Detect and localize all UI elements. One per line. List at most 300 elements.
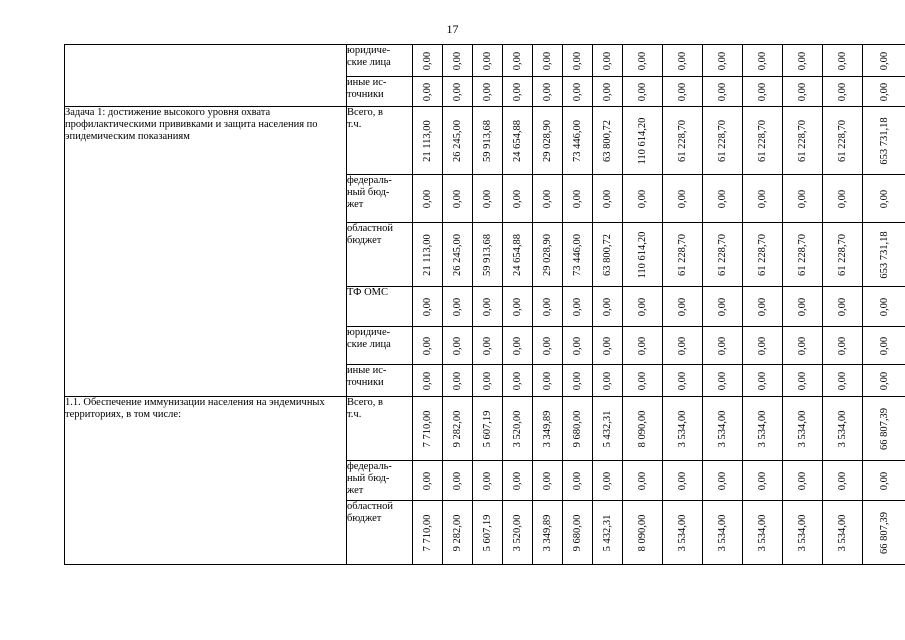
value-text: 61 228,70 [796,233,808,276]
value-cell [473,327,503,365]
value-cell [533,175,563,223]
funding-source-line: областной [347,501,393,512]
value-cell [473,223,503,287]
value-cell [563,107,593,175]
value-text: 0,00 [878,189,890,208]
value-cell [863,107,905,175]
value-text: 61 228,70 [716,233,728,276]
value-cell [783,45,823,77]
value-text: 0,00 [421,471,433,490]
value-cell [563,397,593,461]
value-text: 9 282,00 [451,410,463,447]
funding-source [347,287,413,327]
value-text: 26 245,00 [451,119,463,162]
value-cell [473,175,503,223]
funding-source [347,501,413,565]
funding-source-line: ТФ ОМС [347,287,389,298]
value-cell [623,107,663,175]
funding-source [347,77,413,107]
value-cell [413,327,443,365]
value-text: 21 113,00 [421,233,433,276]
value-text: 3 349,89 [541,410,553,447]
value-text: 7 710,00 [421,410,433,447]
value-cell [473,461,503,501]
value-cell [473,365,503,397]
value-text: 61 228,70 [796,119,808,162]
value-cell [563,461,593,501]
value-text: 61 228,70 [836,119,848,162]
task-description [65,45,347,107]
value-text: 0,00 [601,297,613,316]
task-description: Задача 1: достижение высокого уровня охвата профилактическими прививками и защита населения по эпидемическим показаниям [65,107,347,397]
value-text: 0,00 [511,51,523,70]
value-cell [863,501,905,565]
funding-source-line: ный бюд- [347,473,390,484]
value-cell [823,223,863,287]
value-cell [473,45,503,77]
value-text: 0,00 [636,336,648,355]
value-cell [783,461,823,501]
value-cell [743,77,783,107]
value-text: 5 607,19 [481,514,493,551]
value-cell [533,77,563,107]
value-text: 0,00 [571,189,583,208]
value-text: 0,00 [451,297,463,316]
value-text: 0,00 [836,336,848,355]
value-text: 3 534,00 [836,514,848,551]
value-cell [413,77,443,107]
value-text: 0,00 [571,336,583,355]
value-text: 653 731,18 [878,230,890,279]
table-row [65,45,905,77]
value-cell [783,223,823,287]
value-text: 3 534,00 [676,514,688,551]
value-cell [863,327,905,365]
value-cell [823,45,863,77]
value-cell [623,327,663,365]
value-text: 0,00 [511,371,523,390]
value-text: 21 113,00 [421,119,433,162]
value-cell [563,223,593,287]
value-text: 0,00 [481,51,493,70]
value-cell [593,45,623,77]
value-cell [743,45,783,77]
value-cell [863,175,905,223]
value-text: 59 913,68 [481,119,493,162]
value-text: 61 228,70 [716,119,728,162]
value-text: 61 228,70 [676,233,688,276]
value-cell [413,461,443,501]
value-text: 0,00 [601,82,613,101]
value-text: 0,00 [636,371,648,390]
value-cell [623,175,663,223]
value-cell [743,397,783,461]
value-cell [413,501,443,565]
funding-source-line: бюджет [347,235,382,246]
value-cell [703,365,743,397]
funding-source-line: областной [347,223,393,234]
value-cell [783,501,823,565]
value-text: 0,00 [541,82,553,101]
value-text: 0,00 [636,51,648,70]
task-description: 1.1. Обеспечение иммунизации населения на эндемичных территориях, в том числе: [65,397,347,565]
value-cell [413,175,443,223]
value-text: 29 028,90 [541,119,553,162]
value-cell [563,501,593,565]
funding-source-line: иные ис- [347,365,387,376]
value-text: 73 446,00 [571,233,583,276]
value-text: 24 654,88 [511,233,523,276]
value-text: 0,00 [511,297,523,316]
value-cell [443,107,473,175]
value-cell [663,327,703,365]
value-cell [443,365,473,397]
value-cell [503,365,533,397]
value-text: 3 534,00 [756,514,768,551]
table-row [65,397,905,461]
value-cell [593,175,623,223]
value-cell [563,45,593,77]
value-text: 0,00 [601,189,613,208]
value-text: 61 228,70 [676,119,688,162]
value-text: 0,00 [756,51,768,70]
value-cell [533,461,563,501]
value-text: 0,00 [878,471,890,490]
value-text: 110 614,20 [636,231,648,278]
value-text: 0,00 [451,336,463,355]
value-cell [863,365,905,397]
value-cell [533,107,563,175]
funding-source-line: точники [347,377,384,388]
value-text: 9 680,00 [571,410,583,447]
value-cell [783,77,823,107]
value-text: 0,00 [836,297,848,316]
funding-source-line: точники [347,89,384,100]
value-cell [743,107,783,175]
value-text: 0,00 [836,371,848,390]
value-text: 110 614,20 [636,117,648,164]
value-cell [533,45,563,77]
value-text: 0,00 [541,336,553,355]
value-cell [823,107,863,175]
value-cell [503,175,533,223]
value-cell [663,397,703,461]
value-cell [783,287,823,327]
value-cell [663,461,703,501]
value-text: 0,00 [481,189,493,208]
value-text: 0,00 [511,189,523,208]
funding-source [347,175,413,223]
value-cell [703,287,743,327]
value-text: 0,00 [481,471,493,490]
value-cell [533,501,563,565]
value-text: 0,00 [676,336,688,355]
value-cell [703,461,743,501]
value-cell [593,327,623,365]
value-cell [563,327,593,365]
value-text: 0,00 [636,82,648,101]
value-text: 0,00 [571,471,583,490]
value-cell [863,223,905,287]
value-text: 24 654,88 [511,119,523,162]
value-cell [623,223,663,287]
value-text: 0,00 [796,51,808,70]
value-cell [623,77,663,107]
value-text: 0,00 [636,297,648,316]
value-text: 0,00 [676,189,688,208]
value-text: 0,00 [481,82,493,101]
value-cell [743,501,783,565]
value-text: 3 534,00 [796,514,808,551]
value-text: 0,00 [421,297,433,316]
value-text: 29 028,90 [541,233,553,276]
value-cell [503,327,533,365]
value-cell [623,287,663,327]
value-text: 0,00 [541,189,553,208]
value-cell [503,107,533,175]
funding-source-line: Всего, в [347,397,383,408]
value-cell [783,397,823,461]
value-text: 0,00 [511,336,523,355]
value-cell [563,77,593,107]
value-cell [443,287,473,327]
value-cell [593,501,623,565]
value-cell [703,45,743,77]
value-text: 0,00 [716,336,728,355]
value-cell [623,501,663,565]
value-text: 0,00 [836,51,848,70]
value-cell [663,45,703,77]
value-cell [593,77,623,107]
funding-source-line: ный бюд- [347,187,390,198]
funding-source [347,461,413,501]
value-text: 0,00 [878,51,890,70]
value-cell [623,365,663,397]
value-cell [593,223,623,287]
value-text: 0,00 [541,51,553,70]
value-text: 3 520,00 [511,514,523,551]
value-text: 0,00 [636,189,648,208]
value-cell [473,107,503,175]
value-text: 0,00 [601,51,613,70]
value-cell [413,45,443,77]
value-cell [663,501,703,565]
value-text: 3 534,00 [756,410,768,447]
value-cell [743,327,783,365]
value-text: 0,00 [421,371,433,390]
value-text: 3 534,00 [676,410,688,447]
value-cell [593,287,623,327]
value-cell [823,461,863,501]
value-cell [623,45,663,77]
value-text: 0,00 [571,82,583,101]
value-cell [503,397,533,461]
value-cell [473,397,503,461]
value-text: 5 432,31 [601,514,613,551]
value-text: 0,00 [756,371,768,390]
value-text: 0,00 [716,189,728,208]
value-text: 63 800,72 [601,233,613,276]
value-text: 7 710,00 [421,514,433,551]
value-cell [413,397,443,461]
value-cell [823,77,863,107]
value-text: 3 520,00 [511,410,523,447]
value-text: 0,00 [451,51,463,70]
value-cell [443,77,473,107]
value-cell [503,287,533,327]
value-cell [473,501,503,565]
value-text: 0,00 [796,336,808,355]
value-cell [823,365,863,397]
value-cell [443,223,473,287]
value-text: 3 534,00 [716,514,728,551]
value-cell [533,397,563,461]
value-cell [593,397,623,461]
funding-source [347,107,413,175]
value-text: 0,00 [676,471,688,490]
value-text: 8 090,00 [636,514,648,551]
value-text: 0,00 [421,189,433,208]
value-text: 0,00 [601,371,613,390]
value-text: 0,00 [601,471,613,490]
funding-source [347,327,413,365]
value-text: 3 534,00 [796,410,808,447]
value-text: 63 800,72 [601,119,613,162]
value-text: 0,00 [481,297,493,316]
value-cell [703,501,743,565]
funding-source-line: Всего, в [347,107,383,118]
value-text: 0,00 [481,371,493,390]
page-number: 17 [446,22,459,36]
value-text: 61 228,70 [836,233,848,276]
value-cell [533,223,563,287]
value-cell [503,461,533,501]
value-cell [823,501,863,565]
funding-source-line: юридиче- [347,327,391,338]
value-cell [533,327,563,365]
value-text: 3 534,00 [836,410,848,447]
value-cell [783,327,823,365]
value-cell [663,107,703,175]
funding-source [347,45,413,77]
funding-source-line: федераль- [347,175,392,186]
value-cell [443,461,473,501]
value-text: 0,00 [836,189,848,208]
value-cell [703,223,743,287]
value-text: 653 731,18 [878,116,890,165]
value-text: 3 534,00 [716,410,728,447]
value-text: 0,00 [878,82,890,101]
value-text: 0,00 [676,297,688,316]
value-text: 0,00 [836,471,848,490]
value-text: 0,00 [796,297,808,316]
value-text: 0,00 [571,371,583,390]
funding-source [347,397,413,461]
value-text: 66 807,39 [878,407,890,450]
value-text: 5 607,19 [481,410,493,447]
value-text: 9 282,00 [451,514,463,551]
value-cell [863,45,905,77]
value-cell [623,461,663,501]
value-text: 0,00 [716,471,728,490]
value-cell [443,397,473,461]
value-text: 3 349,89 [541,514,553,551]
value-text: 0,00 [571,51,583,70]
value-text: 0,00 [451,471,463,490]
value-cell [473,77,503,107]
funding-source-line: иные ис- [347,77,387,88]
value-cell [823,327,863,365]
value-text: 0,00 [421,82,433,101]
value-cell [443,327,473,365]
value-cell [503,501,533,565]
value-cell [703,397,743,461]
value-text: 0,00 [716,51,728,70]
funding-source-line: бюджет [347,513,382,524]
value-cell [503,77,533,107]
value-cell [823,397,863,461]
value-cell [533,287,563,327]
funding-source-line: ские лица [347,339,391,350]
value-cell [663,223,703,287]
funding-source [347,365,413,397]
value-text: 59 913,68 [481,233,493,276]
value-cell [783,365,823,397]
funding-source-line: ские лица [347,57,391,68]
value-cell [863,77,905,107]
value-cell [663,287,703,327]
value-cell [443,501,473,565]
value-cell [743,223,783,287]
value-text: 0,00 [636,471,648,490]
value-text: 26 245,00 [451,233,463,276]
value-text: 0,00 [716,297,728,316]
value-text: 0,00 [796,471,808,490]
funding-source-line: жет [347,199,364,210]
value-cell [413,365,443,397]
value-text: 8 090,00 [636,410,648,447]
value-cell [823,175,863,223]
funding-source-line: жет [347,485,364,496]
value-cell [783,175,823,223]
value-text: 9 680,00 [571,514,583,551]
value-cell [563,175,593,223]
value-text: 61 228,70 [756,233,768,276]
value-text: 0,00 [451,189,463,208]
value-cell [533,365,563,397]
value-cell [703,77,743,107]
value-text: 0,00 [756,82,768,101]
value-cell [703,327,743,365]
value-text: 0,00 [676,371,688,390]
value-text: 0,00 [716,371,728,390]
value-cell [863,397,905,461]
value-cell [743,461,783,501]
value-text: 0,00 [481,336,493,355]
value-cell [443,175,473,223]
value-text: 0,00 [451,371,463,390]
value-cell [863,287,905,327]
value-cell [623,397,663,461]
value-cell [703,175,743,223]
value-text: 0,00 [796,189,808,208]
value-text: 0,00 [796,82,808,101]
value-cell [503,45,533,77]
value-cell [413,223,443,287]
value-cell [743,287,783,327]
value-cell [823,287,863,327]
value-text: 5 432,31 [601,410,613,447]
